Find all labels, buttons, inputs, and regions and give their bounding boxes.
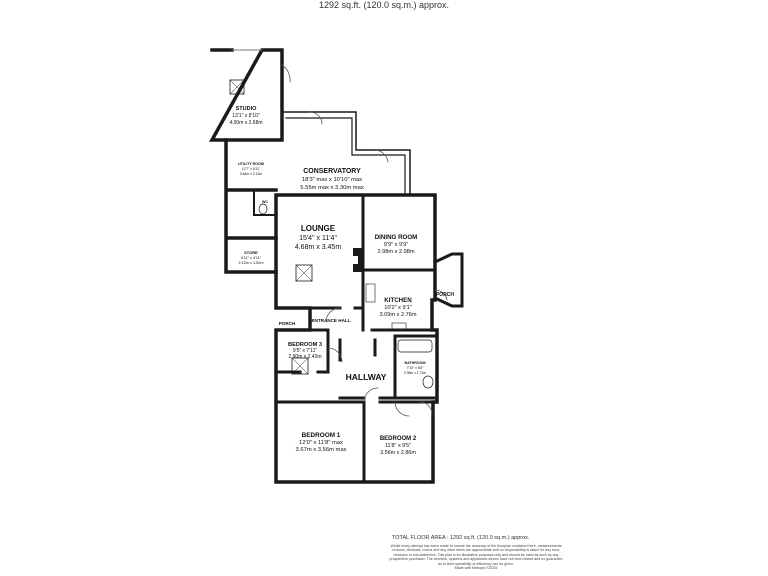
svg-text:4.68m x 3.45m: 4.68m x 3.45m [294, 244, 342, 251]
room-name-hallway: HALLWAY [345, 372, 387, 382]
room-name-kitchen: KITCHEN [384, 297, 412, 304]
label-bathroom [404, 361, 427, 375]
room-name-dining: DINING ROOM [374, 234, 418, 241]
label-bedroom3 [288, 342, 322, 360]
svg-text:2.90m x 2.42m: 2.90m x 2.42m [288, 354, 322, 360]
total-floor-area: TOTAL FLOOR AREA : 1292 sq.ft. (120.0 sq.m.) approx. [392, 535, 530, 541]
room-name-bedroom2: BEDROOM 2 [379, 436, 417, 442]
wall-studio [212, 50, 282, 140]
svg-text:3.67m x 3.56m max: 3.67m x 3.56m max [295, 447, 347, 453]
total-area-header: 1292 sq.ft. (120.0 sq.m.) approx. [318, 0, 450, 10]
room-name-utility: UTILITY ROOM [238, 162, 264, 166]
room-name-entrance-hall: ENTRANCE HALL [311, 318, 351, 323]
svg-text:9'9" x 9'9": 9'9" x 9'9" [383, 242, 409, 248]
label-studio [229, 106, 262, 126]
room-name-bathroom: BATHROOM [404, 361, 426, 365]
disclaimer-line: Made with Metropix ©2025 [454, 566, 498, 571]
room-name-porch-left: PORCH [278, 321, 296, 326]
room-name-lounge: LOUNGE [300, 224, 336, 233]
bath-icon [398, 340, 432, 352]
svg-text:15'4" x 11'4": 15'4" x 11'4" [299, 235, 337, 242]
svg-text:6'11" x 4'11": 6'11" x 4'11" [240, 256, 262, 260]
label-utility [238, 162, 264, 176]
svg-text:10'2" x 9'1": 10'2" x 9'1" [384, 305, 412, 311]
disclaimer-line: omission or mis-statement. This plan is for illustrative purposes only and should be used as such by any [393, 552, 559, 557]
svg-text:12'0" x 11'8" max: 12'0" x 11'8" max [299, 440, 343, 446]
svg-text:3.56m x 2.86m: 3.56m x 2.86m [380, 450, 416, 456]
toilet-icon [259, 204, 267, 214]
svg-text:13'1" x 8'10": 13'1" x 8'10" [232, 113, 260, 119]
disclaimer-line: prospective purchaser. The services, systems and appliances shown have not been tested and no guarantee [389, 557, 563, 562]
room-name-studio: STUDIO [235, 106, 257, 112]
room-name-wc: WC [262, 200, 268, 204]
svg-text:9'5" x 7'11": 9'5" x 7'11" [292, 348, 318, 354]
label-bedroom2 [380, 436, 417, 456]
svg-text:7'10" x 5'8": 7'10" x 5'8" [406, 366, 424, 370]
room-name-bedroom1: BEDROOM 1 [301, 432, 341, 439]
label-dining [375, 234, 418, 255]
svg-text:2.98m x 2.98m: 2.98m x 2.98m [377, 249, 415, 255]
wall-hallway [340, 340, 395, 398]
svg-text:18'3" max x 10'10" max: 18'3" max x 10'10" max [301, 177, 363, 183]
svg-text:2.38m x 1.72m: 2.38m x 1.72m [403, 371, 427, 375]
wall-porch-right [435, 254, 462, 306]
fireplace-icon [353, 248, 363, 272]
svg-text:5.55m max x 3.30m max: 5.55m max x 3.30m max [300, 185, 364, 191]
svg-text:4.00m x 2.68m: 4.00m x 2.68m [229, 120, 263, 126]
wall-conservatory-inner [286, 118, 405, 195]
svg-text:3.09m x 2.76m: 3.09m x 2.76m [379, 312, 417, 318]
svg-text:11'8" x 9'5": 11'8" x 9'5" [384, 443, 412, 449]
disclaimer-line: as to their operability or efficiency can be given. [438, 561, 514, 566]
disclaimer [360, 544, 592, 570]
room-name-porch-right: PORCH [435, 292, 455, 298]
room-name-conservatory: CONSERVATORY [303, 168, 361, 175]
label-bedroom1 [296, 432, 347, 453]
label-lounge [295, 224, 341, 251]
svg-text:12'7" x 6'11": 12'7" x 6'11" [241, 167, 261, 171]
disclaimer-line: Whilst every attempt has been made to ensure the accuracy of the floorplan contained here, measurements [390, 544, 562, 548]
svg-text:3.84m x 2.12m: 3.84m x 2.12m [239, 172, 263, 176]
room-name-bedroom3: BEDROOM 3 [288, 342, 322, 348]
label-kitchen [380, 297, 417, 318]
disclaimer-line: of doors, windows, rooms and any other items are approximate and no responsibility is taken for any error, [391, 548, 561, 553]
label-store [238, 250, 263, 265]
hob-icon [366, 284, 375, 302]
svg-text:2.12m x 1.50m: 2.12m x 1.50m [238, 261, 264, 265]
toilet-icon [423, 376, 433, 388]
label-conservatory [300, 168, 364, 191]
room-name-store: STORE [244, 250, 258, 255]
